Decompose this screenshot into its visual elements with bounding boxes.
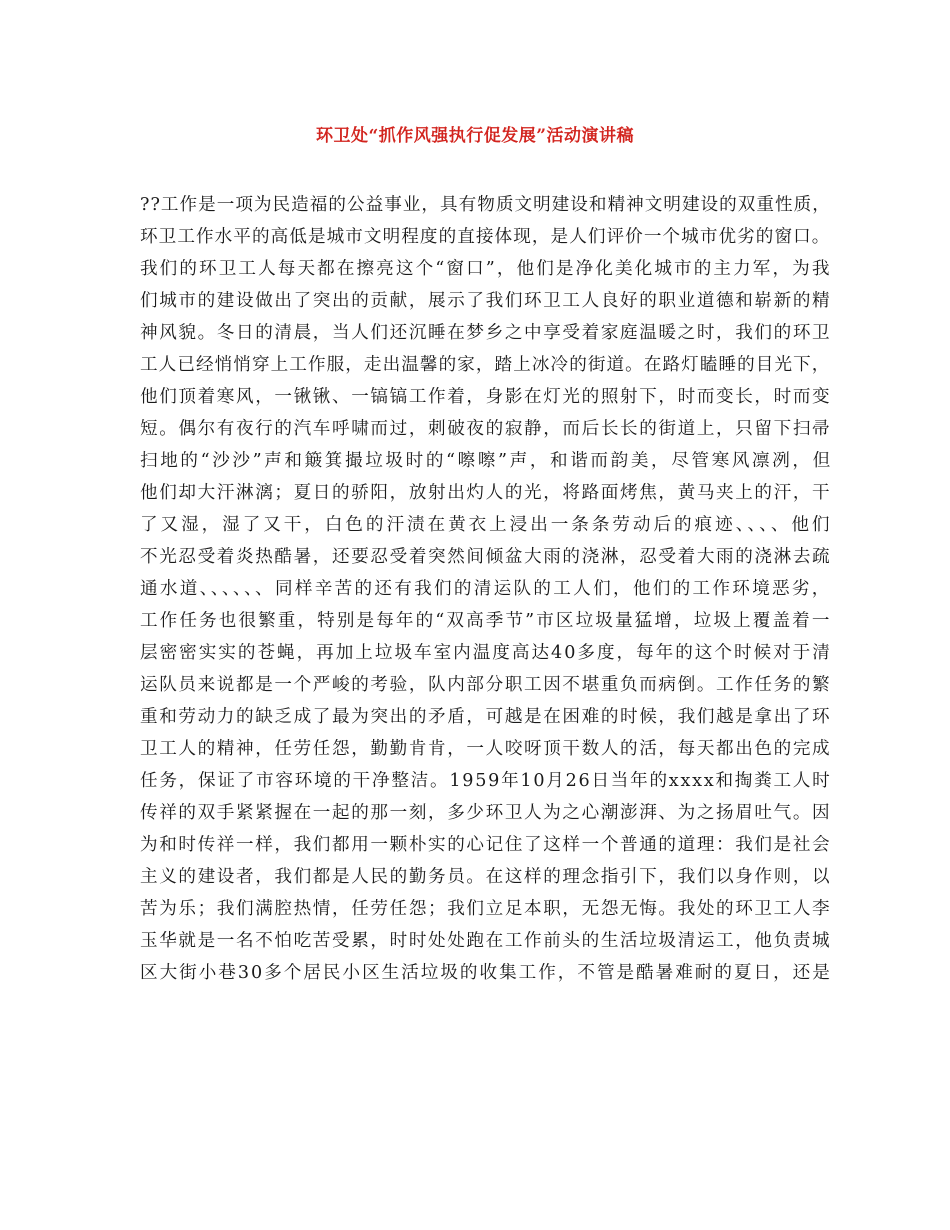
body-line: 重和劳动力的缺乏成了最为突出的矛盾，可越是在困难的时候，我们越是拿出了环 (140, 707, 832, 727)
body-line: 我们的环卫工人每天都在擦亮这个“窗口”，他们是净化美化城市的主力军，为我 (140, 259, 832, 279)
body-line: 不光忍受着炎热酷暑，还要忍受着突然间倾盆大雨的浇淋，忍受着大雨的浇淋去疏 (140, 547, 832, 567)
body-line: 了又湿，湿了又干，白色的汗渍在黄衣上浸出一条条劳动后的痕迹、、、、他们 (140, 515, 833, 535)
body-line: 工人已经悄悄穿上工作服，走出温馨的家，踏上冰冷的街道。在路灯瞌睡的目光下， (140, 355, 831, 375)
body-line: 工作任务也很繁重，特别是每年的“双高季节”市区垃圾量猛增，垃圾上覆盖着一 (140, 611, 832, 631)
body-line: 神风貌。冬日的清晨，当人们还沉睡在梦乡之中享受着家庭温暖之时，我们的环卫 (140, 323, 832, 343)
body-line: 为和时传祥一样，我们都用一颗朴实的心记住了这样一个普通的道理：我们是社会 (140, 835, 832, 855)
body-line: 传祥的双手紧紧握在一起的那一刻，多少环卫人为之心潮澎湃、为之扬眉吐气。因 (140, 803, 832, 823)
body-line: ??工作是一项为民造福的公益事业，具有物质文明建设和精神文明建设的双重性质， (140, 195, 831, 215)
body-line: 环卫工作水平的高低是城市文明程度的直接体现，是人们评价一个城市优劣的窗口。 (140, 227, 831, 247)
body-line: 苦为乐；我们满腔热情，任劳任怨；我们立足本职，无怨无悔。我处的环卫工人李 (140, 899, 832, 919)
body-line: 他们顶着寒风，一锹锹、一镐镐工作着，身影在灯光的照射下，时而变长，时而变 (140, 387, 832, 407)
body-line: 区大街小巷30多个居民小区生活垃圾的收集工作，不管是酷暑难耐的夏日，还是 (140, 963, 832, 983)
body-line: 通水道、、、、、、同样辛苦的还有我们的清运队的工人们，他们的工作环境恶劣， (140, 579, 832, 599)
body-line: 短。偶尔有夜行的汽车呼啸而过，刺破夜的寂静，而后长长的街道上，只留下扫帚 (140, 419, 832, 439)
body-line: 卫工人的精神，任劳任怨，勤勤肯肯，一人咬呀顶干数人的活，每天都出色的完成 (140, 739, 832, 759)
body-line: 们城市的建设做出了突出的贡献，展示了我们环卫工人良好的职业道德和崭新的精 (140, 291, 832, 311)
body-line: 运队员来说都是一个严峻的考验，队内部分职工因不堪重负而病倒。工作任务的繁 (140, 675, 832, 695)
document-body (140, 189, 833, 989)
body-line: 玉华就是一名不怕吃苦受累，时时处处跑在工作前头的生活垃圾清运工，他负责城 (140, 931, 832, 951)
body-line: 扫地的“沙沙”声和簸箕撮垃圾时的“嚓嚓”声，和谐而韵美，尽管寒风凛冽，但 (140, 451, 833, 471)
body-line: 任务，保证了市容环境的干净整洁。1959年10月26日当年的xxxx和掏粪工人时 (140, 771, 832, 791)
body-line: 层密密实实的苍蝇，再加上垃圾车室内温度高达40多度，每年的这个时候对于清 (140, 643, 832, 663)
body-line: 他们却大汗淋漓；夏日的骄阳，放射出灼人的光，将路面烤焦，黄马夹上的汗，干 (140, 483, 832, 503)
document-title: 环卫处“抓作风强执行促发展”活动演讲稿 (315, 126, 635, 146)
body-line: 主义的建设者，我们都是人民的勤务员。在这样的理念指引下，我们以身作则，以 (140, 867, 832, 887)
